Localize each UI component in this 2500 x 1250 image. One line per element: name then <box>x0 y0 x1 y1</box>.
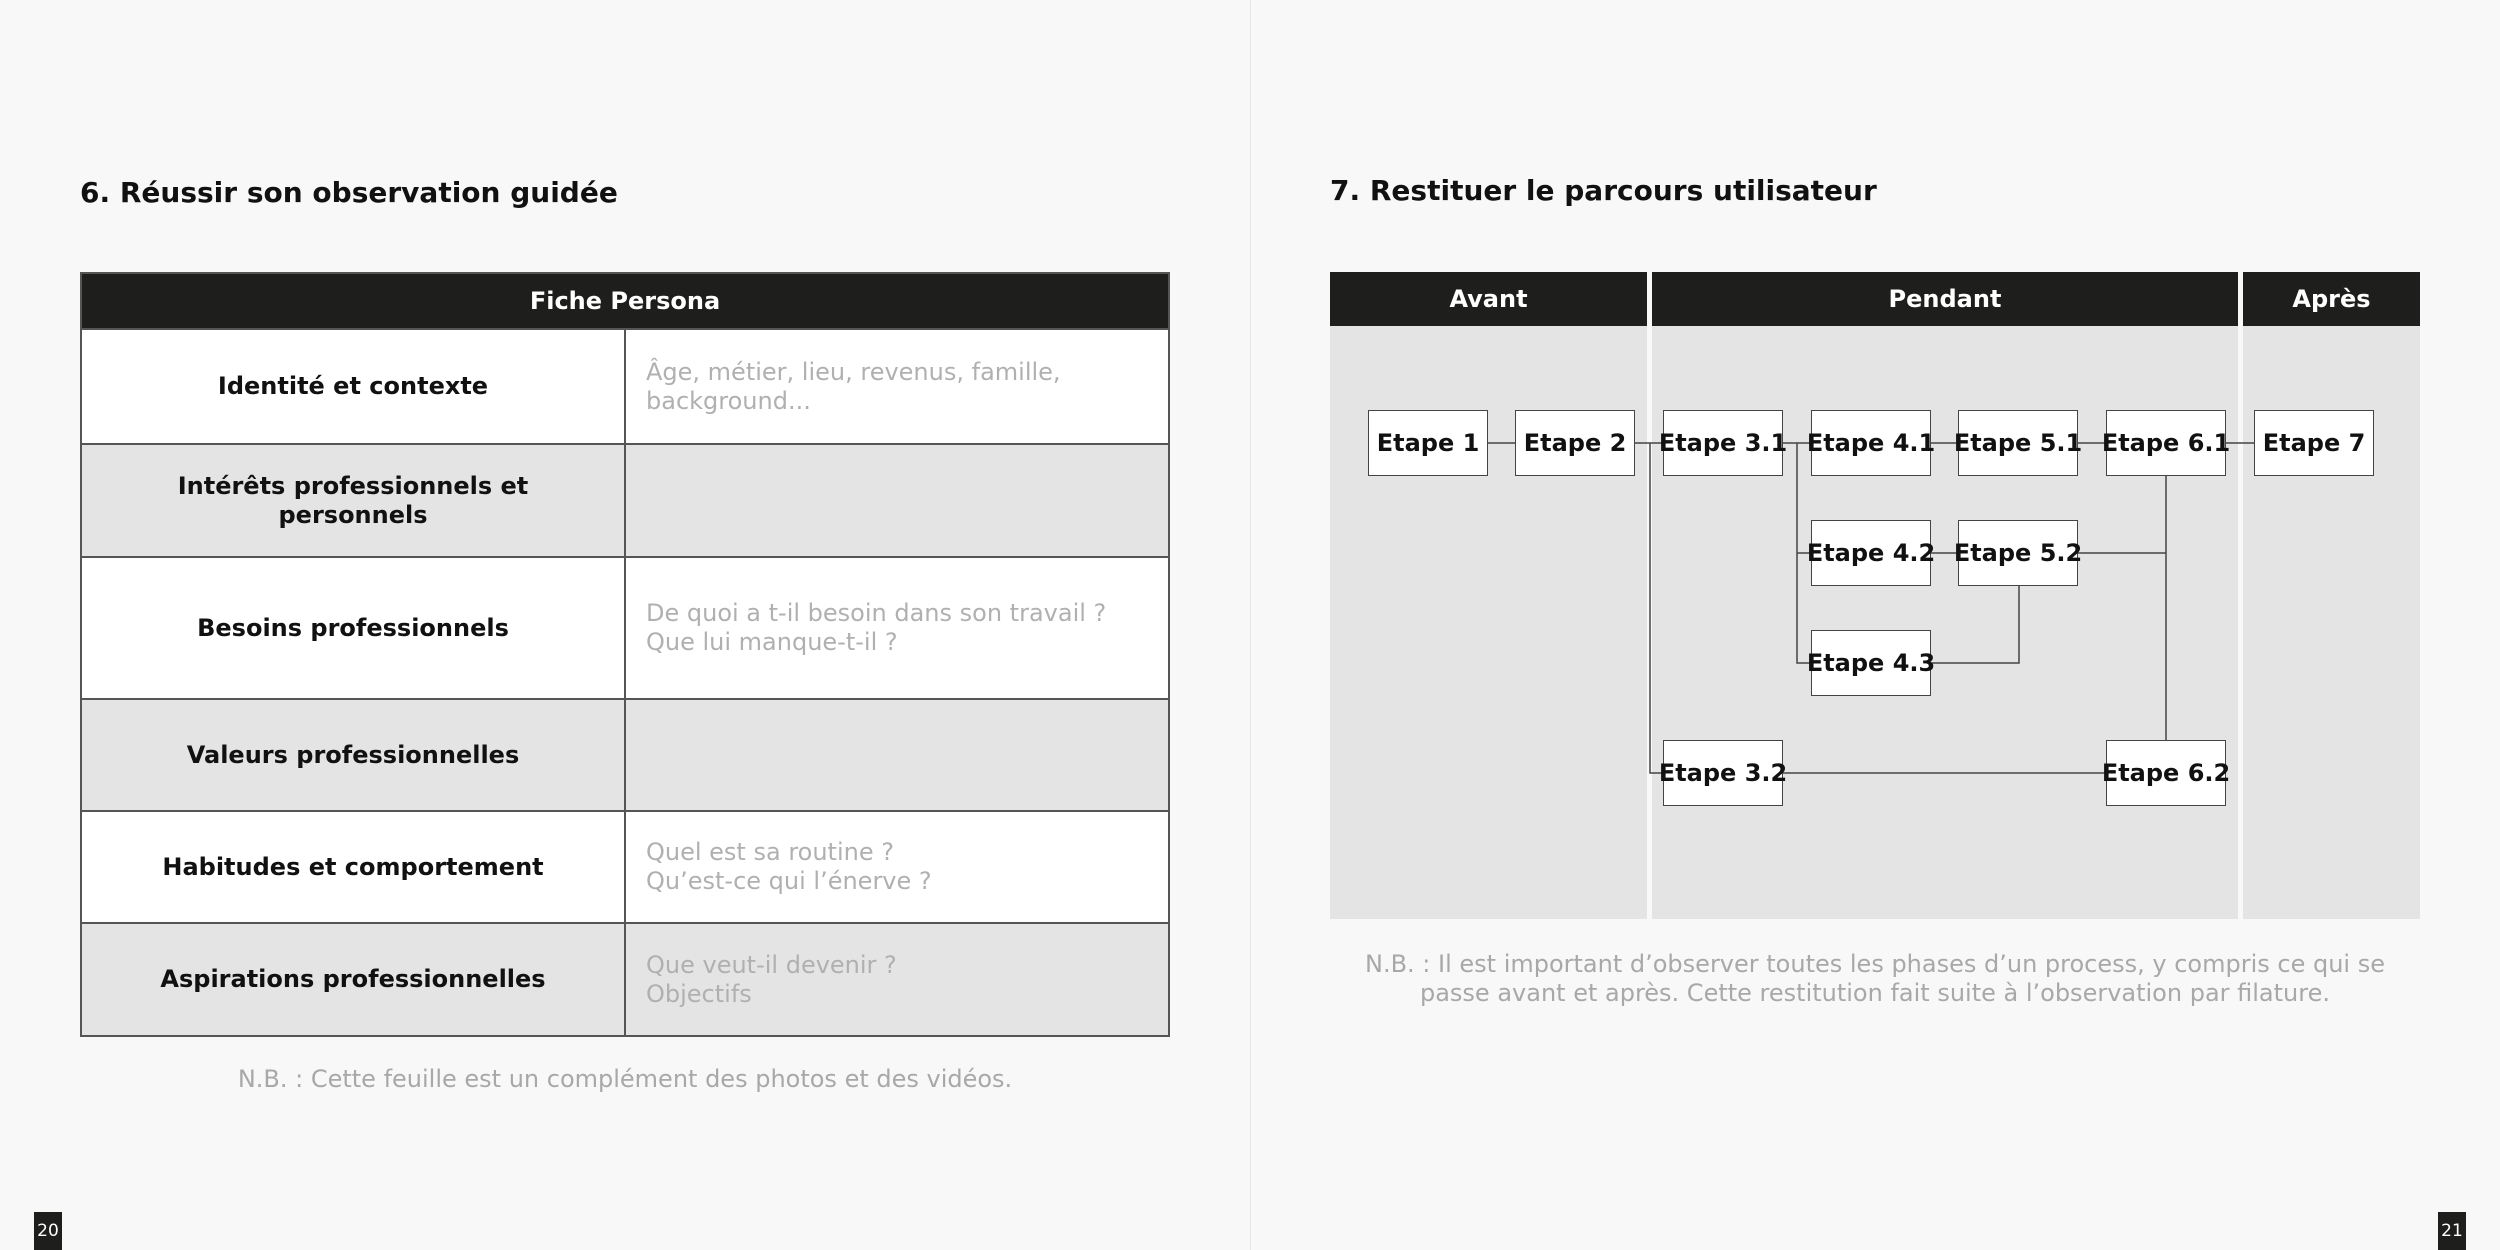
page-number-left: 20 <box>34 1212 62 1250</box>
row-hint <box>625 444 1169 557</box>
step-6-2: Etape 6.2 <box>2106 740 2226 806</box>
row-hint: De quoi a t-il besoin dans son travail ? Que lui manque-t-il ? <box>625 557 1169 699</box>
table-row <box>81 329 1169 444</box>
step-3-1: Etape 3.1 <box>1663 410 1783 476</box>
step-5-1: Etape 5.1 <box>1958 410 2078 476</box>
row-hint: Que veut-il devenir ? Objectifs <box>625 923 1169 1036</box>
row-label: Aspirations professionnelles <box>81 923 625 1036</box>
row-label: Valeurs professionnelles <box>81 699 625 811</box>
table-row <box>81 444 1169 557</box>
phase-header-during: Pendant <box>1652 272 2238 326</box>
journey-note: N.B. : Il est important d’observer toutes les phases d’un process, y compris ce qui se passe avant et après. Cette restitution fait suite à l’observation par filature. <box>1364 950 2385 1007</box>
row-hint <box>625 699 1169 811</box>
row-hint: Âge, métier, lieu, revenus, famille, background... <box>625 329 1169 444</box>
row-label: Besoins professionnels <box>81 557 625 699</box>
page-number-right: 21 <box>2438 1212 2466 1250</box>
phase-header-before: Avant <box>1330 272 1647 326</box>
row-label: Habitudes et comportement <box>81 811 625 923</box>
row-hint: Quel est sa routine ? Qu’est-ce qui l’énerve ? <box>625 811 1169 923</box>
connector-2-32 <box>1650 443 1663 773</box>
step-4-3: Etape 4.3 <box>1811 630 1931 696</box>
section-title-journey: 7. Restituer le parcours utilisateur <box>1330 174 1877 207</box>
step-7: Etape 7 <box>2254 410 2374 476</box>
persona-note: N.B. : Cette feuille est un complément des photos et des vidéos. <box>237 1065 1013 1093</box>
step-5-2: Etape 5.2 <box>1958 520 2078 586</box>
step-3-2: Etape 3.2 <box>1663 740 1783 806</box>
right-page <box>1250 0 2500 1250</box>
step-2: Etape 2 <box>1515 410 1635 476</box>
table-row <box>81 811 1169 923</box>
persona-table <box>80 272 1170 1037</box>
connector-52-43 <box>1931 586 2019 663</box>
row-label: Intérêts professionnels et personnels <box>81 444 625 557</box>
journey-connectors <box>1250 0 2500 1250</box>
section-title-persona: 6. Réussir son observation guidée <box>80 176 618 209</box>
table-row <box>81 923 1169 1036</box>
step-6-1: Etape 6.1 <box>2106 410 2226 476</box>
table-row <box>81 557 1169 699</box>
persona-table-header: Fiche Persona <box>81 273 1169 329</box>
step-4-1: Etape 4.1 <box>1811 410 1931 476</box>
step-4-2: Etape 4.2 <box>1811 520 1931 586</box>
row-label: Identité et contexte <box>81 329 625 444</box>
phase-header-after: Après <box>2243 272 2420 326</box>
table-row <box>81 699 1169 811</box>
step-1: Etape 1 <box>1368 410 1488 476</box>
